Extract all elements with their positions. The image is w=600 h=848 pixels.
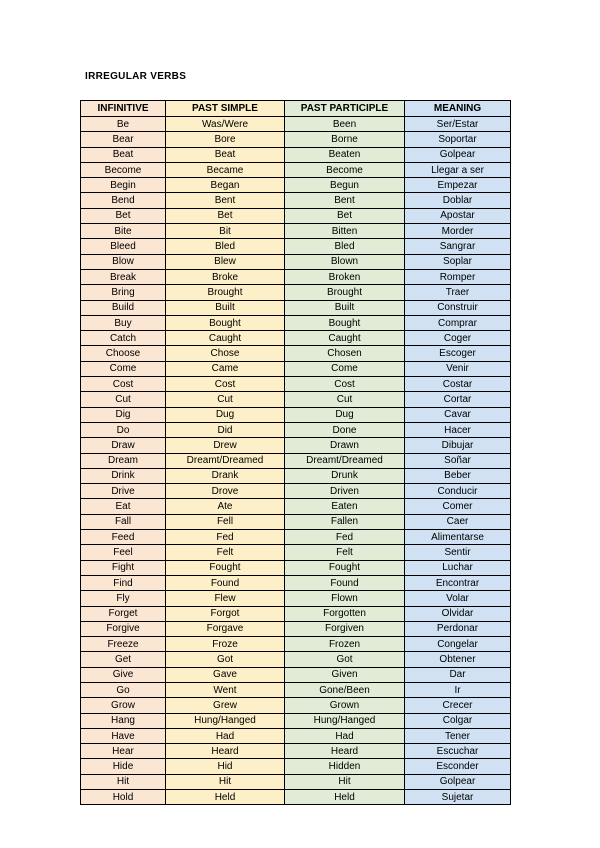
- cell-meaning: Escuchar: [405, 744, 511, 759]
- cell-past-simple: Cost: [166, 377, 285, 392]
- cell-meaning: Soplar: [405, 254, 511, 269]
- cell-past-simple: Fought: [166, 560, 285, 575]
- table-row: [81, 759, 511, 774]
- table-row: [81, 346, 511, 361]
- cell-past-participle: Built: [285, 300, 405, 315]
- cell-meaning: Comprar: [405, 315, 511, 330]
- cell-infinitive: Give: [81, 667, 166, 682]
- cell-past-simple: Bought: [166, 315, 285, 330]
- cell-meaning: Tener: [405, 728, 511, 743]
- cell-past-simple: Dreamt/Dreamed: [166, 453, 285, 468]
- cell-past-simple: Bet: [166, 208, 285, 223]
- cell-infinitive: Cut: [81, 392, 166, 407]
- cell-infinitive: Blow: [81, 254, 166, 269]
- cell-past-participle: Blown: [285, 254, 405, 269]
- cell-past-simple: Gave: [166, 667, 285, 682]
- cell-infinitive: Beat: [81, 147, 166, 162]
- table-row: [81, 713, 511, 728]
- cell-past-simple: Bore: [166, 132, 285, 147]
- cell-meaning: Crecer: [405, 698, 511, 713]
- cell-infinitive: Choose: [81, 346, 166, 361]
- cell-meaning: Construir: [405, 300, 511, 315]
- header-past-simple: PAST SIMPLE: [166, 101, 285, 117]
- cell-meaning: Escoger: [405, 346, 511, 361]
- cell-meaning: Beber: [405, 468, 511, 483]
- cell-meaning: Apostar: [405, 208, 511, 223]
- cell-past-participle: Bent: [285, 193, 405, 208]
- table-row: [81, 361, 511, 376]
- cell-meaning: Obtener: [405, 652, 511, 667]
- cell-meaning: Encontrar: [405, 575, 511, 590]
- cell-infinitive: Have: [81, 728, 166, 743]
- table-row: [81, 147, 511, 162]
- cell-past-simple: Did: [166, 422, 285, 437]
- cell-infinitive: Feel: [81, 545, 166, 560]
- cell-meaning: Sujetar: [405, 790, 511, 805]
- cell-infinitive: Come: [81, 361, 166, 376]
- cell-past-participle: Fallen: [285, 514, 405, 529]
- cell-past-participle: Dug: [285, 407, 405, 422]
- table-row: [81, 331, 511, 346]
- cell-infinitive: Find: [81, 575, 166, 590]
- cell-meaning: Cavar: [405, 407, 511, 422]
- cell-infinitive: Dream: [81, 453, 166, 468]
- cell-past-simple: Hit: [166, 774, 285, 789]
- cell-past-simple: Blew: [166, 254, 285, 269]
- cell-past-simple: Ate: [166, 499, 285, 514]
- cell-past-simple: Became: [166, 162, 285, 177]
- table-row: [81, 728, 511, 743]
- table-row: [81, 682, 511, 697]
- cell-infinitive: Fly: [81, 591, 166, 606]
- cell-infinitive: Go: [81, 682, 166, 697]
- table-row: [81, 484, 511, 499]
- cell-meaning: Sentir: [405, 545, 511, 560]
- table-row: [81, 790, 511, 805]
- cell-meaning: Morder: [405, 224, 511, 239]
- table-row: [81, 591, 511, 606]
- cell-past-simple: Hid: [166, 759, 285, 774]
- cell-past-simple: Cut: [166, 392, 285, 407]
- cell-past-participle: Fought: [285, 560, 405, 575]
- document-title: IRREGULAR VERBS: [85, 71, 187, 82]
- table-row: [81, 132, 511, 147]
- cell-infinitive: Hide: [81, 759, 166, 774]
- cell-infinitive: Forgive: [81, 621, 166, 636]
- cell-past-participle: Broken: [285, 269, 405, 284]
- cell-past-simple: Was/Were: [166, 117, 285, 132]
- cell-past-simple: Brought: [166, 285, 285, 300]
- cell-past-simple: Flew: [166, 591, 285, 606]
- table-row: [81, 315, 511, 330]
- table-row: [81, 300, 511, 315]
- cell-infinitive: Begin: [81, 178, 166, 193]
- cell-past-simple: Froze: [166, 637, 285, 652]
- cell-past-participle: Forgiven: [285, 621, 405, 636]
- cell-past-participle: Drunk: [285, 468, 405, 483]
- cell-past-participle: Brought: [285, 285, 405, 300]
- table-row: [81, 468, 511, 483]
- cell-past-participle: Held: [285, 790, 405, 805]
- table-row: [81, 117, 511, 132]
- cell-infinitive: Be: [81, 117, 166, 132]
- cell-past-participle: Come: [285, 361, 405, 376]
- cell-past-participle: Hit: [285, 774, 405, 789]
- cell-past-participle: Cut: [285, 392, 405, 407]
- cell-past-participle: Dreamt/Dreamed: [285, 453, 405, 468]
- cell-past-participle: Been: [285, 117, 405, 132]
- header-row: [81, 101, 511, 117]
- cell-infinitive: Bite: [81, 224, 166, 239]
- cell-past-simple: Bled: [166, 239, 285, 254]
- table-row: [81, 438, 511, 453]
- cell-meaning: Colgar: [405, 713, 511, 728]
- cell-past-simple: Drank: [166, 468, 285, 483]
- cell-infinitive: Bend: [81, 193, 166, 208]
- cell-infinitive: Bleed: [81, 239, 166, 254]
- cell-past-simple: Dug: [166, 407, 285, 422]
- table-body: [81, 117, 511, 805]
- cell-meaning: Golpear: [405, 774, 511, 789]
- cell-past-participle: Begun: [285, 178, 405, 193]
- cell-past-participle: Done: [285, 422, 405, 437]
- cell-past-participle: Eaten: [285, 499, 405, 514]
- cell-past-participle: Borne: [285, 132, 405, 147]
- cell-infinitive: Draw: [81, 438, 166, 453]
- table-row: [81, 208, 511, 223]
- cell-meaning: Dibujar: [405, 438, 511, 453]
- cell-infinitive: Become: [81, 162, 166, 177]
- cell-past-participle: Got: [285, 652, 405, 667]
- cell-past-participle: Caught: [285, 331, 405, 346]
- cell-meaning: Alimentarse: [405, 530, 511, 545]
- cell-meaning: Dar: [405, 667, 511, 682]
- cell-past-participle: Frozen: [285, 637, 405, 652]
- cell-meaning: Venir: [405, 361, 511, 376]
- table-row: [81, 560, 511, 575]
- cell-past-simple: Had: [166, 728, 285, 743]
- cell-meaning: Llegar a ser: [405, 162, 511, 177]
- cell-meaning: Perdonar: [405, 621, 511, 636]
- table-row: [81, 407, 511, 422]
- cell-past-simple: Drew: [166, 438, 285, 453]
- cell-meaning: Romper: [405, 269, 511, 284]
- table-row: [81, 269, 511, 284]
- table-row: [81, 774, 511, 789]
- cell-infinitive: Get: [81, 652, 166, 667]
- table-row: [81, 239, 511, 254]
- cell-meaning: Soñar: [405, 453, 511, 468]
- table-row: [81, 575, 511, 590]
- cell-meaning: Soportar: [405, 132, 511, 147]
- cell-past-participle: Bitten: [285, 224, 405, 239]
- cell-infinitive: Hit: [81, 774, 166, 789]
- cell-infinitive: Hang: [81, 713, 166, 728]
- cell-infinitive: Do: [81, 422, 166, 437]
- cell-infinitive: Buy: [81, 315, 166, 330]
- header-meaning: MEANING: [405, 101, 511, 117]
- cell-infinitive: Grow: [81, 698, 166, 713]
- table-row: [81, 499, 511, 514]
- table-row: [81, 637, 511, 652]
- cell-meaning: Hacer: [405, 422, 511, 437]
- cell-infinitive: Catch: [81, 331, 166, 346]
- cell-past-simple: Caught: [166, 331, 285, 346]
- cell-past-participle: Beaten: [285, 147, 405, 162]
- cell-past-simple: Got: [166, 652, 285, 667]
- table-row: [81, 162, 511, 177]
- cell-infinitive: Fight: [81, 560, 166, 575]
- cell-past-participle: Given: [285, 667, 405, 682]
- table-row: [81, 667, 511, 682]
- cell-past-participle: Flown: [285, 591, 405, 606]
- table-row: [81, 514, 511, 529]
- table-row: [81, 422, 511, 437]
- cell-past-participle: Found: [285, 575, 405, 590]
- table-row: [81, 453, 511, 468]
- table-row: [81, 744, 511, 759]
- cell-meaning: Congelar: [405, 637, 511, 652]
- cell-past-participle: Become: [285, 162, 405, 177]
- cell-past-participle: Gone/Been: [285, 682, 405, 697]
- cell-past-simple: Drove: [166, 484, 285, 499]
- cell-infinitive: Bear: [81, 132, 166, 147]
- cell-past-participle: Hung/Hanged: [285, 713, 405, 728]
- cell-meaning: Doblar: [405, 193, 511, 208]
- cell-infinitive: Build: [81, 300, 166, 315]
- cell-meaning: Sangrar: [405, 239, 511, 254]
- table-row: [81, 530, 511, 545]
- cell-past-simple: Bit: [166, 224, 285, 239]
- cell-meaning: Volar: [405, 591, 511, 606]
- cell-infinitive: Cost: [81, 377, 166, 392]
- cell-past-participle: Grown: [285, 698, 405, 713]
- cell-meaning: Comer: [405, 499, 511, 514]
- cell-infinitive: Bet: [81, 208, 166, 223]
- table-row: [81, 392, 511, 407]
- cell-past-simple: Came: [166, 361, 285, 376]
- cell-infinitive: Drive: [81, 484, 166, 499]
- cell-past-simple: Bent: [166, 193, 285, 208]
- cell-meaning: Costar: [405, 377, 511, 392]
- cell-meaning: Cortar: [405, 392, 511, 407]
- cell-past-simple: Began: [166, 178, 285, 193]
- cell-meaning: Esconder: [405, 759, 511, 774]
- cell-infinitive: Fall: [81, 514, 166, 529]
- cell-past-simple: Went: [166, 682, 285, 697]
- cell-past-simple: Broke: [166, 269, 285, 284]
- table-row: [81, 652, 511, 667]
- cell-infinitive: Drink: [81, 468, 166, 483]
- cell-past-simple: Felt: [166, 545, 285, 560]
- cell-meaning: Olvidar: [405, 606, 511, 621]
- header-infinitive: INFINITIVE: [81, 101, 166, 117]
- cell-meaning: Conducir: [405, 484, 511, 499]
- table-row: [81, 254, 511, 269]
- table-row: [81, 224, 511, 239]
- table-row: [81, 606, 511, 621]
- irregular-verbs-table: [80, 100, 511, 805]
- table-row: [81, 193, 511, 208]
- table-row: [81, 178, 511, 193]
- cell-past-simple: Hung/Hanged: [166, 713, 285, 728]
- table-row: [81, 377, 511, 392]
- cell-past-participle: Had: [285, 728, 405, 743]
- cell-past-simple: Forgot: [166, 606, 285, 621]
- cell-infinitive: Hold: [81, 790, 166, 805]
- cell-infinitive: Hear: [81, 744, 166, 759]
- cell-past-participle: Chosen: [285, 346, 405, 361]
- table-row: [81, 285, 511, 300]
- cell-meaning: Golpear: [405, 147, 511, 162]
- cell-meaning: Luchar: [405, 560, 511, 575]
- cell-meaning: Empezar: [405, 178, 511, 193]
- cell-past-simple: Heard: [166, 744, 285, 759]
- cell-infinitive: Eat: [81, 499, 166, 514]
- cell-meaning: Traer: [405, 285, 511, 300]
- cell-past-simple: Built: [166, 300, 285, 315]
- cell-infinitive: Freeze: [81, 637, 166, 652]
- cell-past-simple: Beat: [166, 147, 285, 162]
- cell-meaning: Caer: [405, 514, 511, 529]
- table-row: [81, 545, 511, 560]
- cell-past-participle: Driven: [285, 484, 405, 499]
- cell-past-simple: Fed: [166, 530, 285, 545]
- table-row: [81, 698, 511, 713]
- header-past-participle: PAST PARTICIPLE: [285, 101, 405, 117]
- cell-past-participle: Forgotten: [285, 606, 405, 621]
- cell-past-participle: Bet: [285, 208, 405, 223]
- cell-meaning: Ir: [405, 682, 511, 697]
- cell-past-participle: Bled: [285, 239, 405, 254]
- table-row: [81, 621, 511, 636]
- cell-past-participle: Cost: [285, 377, 405, 392]
- cell-meaning: Ser/Estar: [405, 117, 511, 132]
- cell-infinitive: Bring: [81, 285, 166, 300]
- cell-past-participle: Bought: [285, 315, 405, 330]
- cell-past-simple: Grew: [166, 698, 285, 713]
- cell-infinitive: Forget: [81, 606, 166, 621]
- cell-past-participle: Felt: [285, 545, 405, 560]
- cell-past-participle: Fed: [285, 530, 405, 545]
- cell-past-simple: Found: [166, 575, 285, 590]
- cell-past-participle: Drawn: [285, 438, 405, 453]
- cell-past-simple: Held: [166, 790, 285, 805]
- cell-infinitive: Break: [81, 269, 166, 284]
- cell-meaning: Coger: [405, 331, 511, 346]
- cell-infinitive: Dig: [81, 407, 166, 422]
- cell-past-participle: Hidden: [285, 759, 405, 774]
- cell-past-simple: Fell: [166, 514, 285, 529]
- cell-past-participle: Heard: [285, 744, 405, 759]
- cell-infinitive: Feed: [81, 530, 166, 545]
- cell-past-simple: Forgave: [166, 621, 285, 636]
- cell-past-simple: Chose: [166, 346, 285, 361]
